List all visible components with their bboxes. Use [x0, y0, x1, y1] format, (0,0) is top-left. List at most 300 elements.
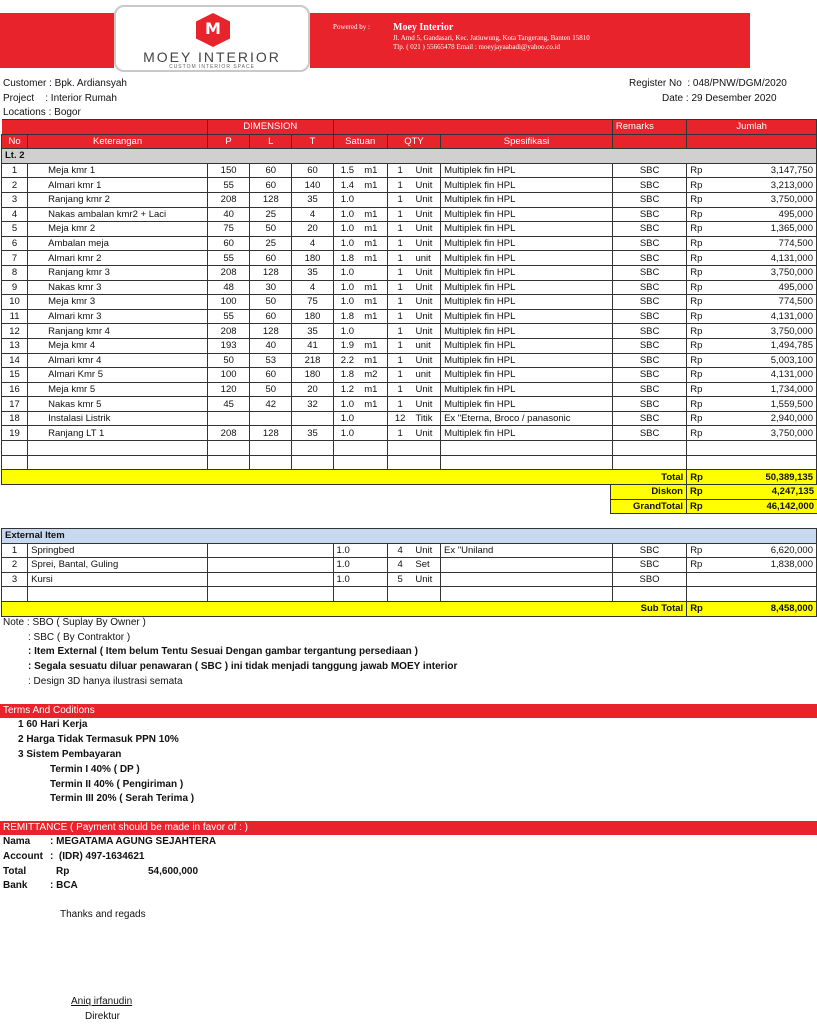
register-number: Register No : 048/PNW/DGM/2020 — [629, 78, 787, 89]
row-satuan: 1.0 — [333, 572, 387, 587]
row-remarks: SBC — [612, 222, 686, 237]
row-jumlah: 2,940,000 — [719, 411, 817, 426]
grandtotal-row — [611, 499, 817, 514]
row-satuan-unit: m1 — [361, 251, 387, 266]
table-row — [2, 236, 817, 251]
row-t: 35 — [292, 192, 333, 207]
row-keterangan: Nakas ambalan kmr2 + Laci — [28, 207, 208, 222]
row-p: 60 — [208, 236, 250, 251]
row-jumlah: 6,620,000 — [719, 543, 817, 558]
row-qty-unit: Unit — [412, 295, 440, 310]
row-remarks: SBC — [612, 163, 686, 178]
row-remarks: SBC — [612, 543, 686, 558]
row-spesifikasi: Multiplek fin HPL — [441, 353, 613, 368]
row-currency: Rp — [687, 236, 719, 251]
row-satuan-unit — [361, 411, 387, 426]
external-row — [2, 572, 817, 587]
customer-label: Customer : Bpk. Ardiansyah — [3, 78, 127, 89]
row-satuan: 1.0 — [333, 236, 361, 251]
row-remarks: SBC — [612, 295, 686, 310]
table-row — [2, 411, 817, 426]
row-qty: 1 — [387, 236, 412, 251]
row-currency: Rp — [687, 382, 719, 397]
row-p: 208 — [208, 265, 250, 280]
row-t: 32 — [292, 397, 333, 412]
row-remarks: SBC — [612, 207, 686, 222]
row-t — [292, 411, 333, 426]
remit-bank-value: : BCA — [50, 880, 78, 891]
row-qty-unit: Unit — [412, 265, 440, 280]
total-label: Total — [2, 470, 687, 485]
row-keterangan: Nakas kmr 3 — [28, 280, 208, 295]
row-dimension — [207, 572, 333, 587]
row-jumlah: 3,750,000 — [719, 192, 817, 207]
row-spesifikasi: Multiplek fin HPL — [441, 222, 613, 237]
row-jumlah: 1,734,000 — [719, 382, 817, 397]
row-currency: Rp — [687, 178, 719, 193]
row-currency: Rp — [687, 265, 719, 280]
table-row — [2, 338, 817, 353]
row-spesifikasi: Multiplek fin HPL — [441, 338, 613, 353]
external-title: External Item — [2, 529, 817, 544]
row-spesifikasi: Multiplek fin HPL — [441, 207, 613, 222]
row-satuan: 1.0 — [333, 558, 387, 573]
row-t: 20 — [292, 382, 333, 397]
row-l: 30 — [250, 280, 292, 295]
signer-role: Direktur — [85, 1011, 121, 1022]
row-keterangan: Meja kmr 2 — [28, 222, 208, 237]
subtotal-currency: Rp — [687, 601, 719, 616]
row-currency: Rp — [687, 558, 719, 573]
grandtotal-currency: Rp — [687, 499, 719, 514]
row-no: 6 — [2, 236, 28, 251]
row-spesifikasi: Multiplek fin HPL — [441, 163, 613, 178]
row-p: 208 — [208, 426, 250, 441]
row-jumlah: 3,750,000 — [719, 324, 817, 339]
terms-header: Terms And Coditions — [0, 704, 817, 718]
remit-account-label: Account — [3, 851, 43, 862]
row-no: 2 — [2, 558, 28, 573]
term-3: 3 Sistem Pembayaran — [18, 749, 122, 760]
table-row — [2, 368, 817, 383]
row-no: 1 — [2, 163, 28, 178]
jumlah-header: Jumlah — [687, 120, 817, 135]
row-l: 60 — [250, 251, 292, 266]
row-no: 2 — [2, 178, 28, 193]
header-bar-left — [0, 13, 114, 68]
row-qty-unit: Unit — [412, 543, 440, 558]
section-row — [2, 149, 817, 164]
row-keterangan: Meja kmr 4 — [28, 338, 208, 353]
row-no: 8 — [2, 265, 28, 280]
satuan-header: Satuan — [333, 134, 387, 149]
row-remarks: SBC — [612, 251, 686, 266]
row-keterangan: Ranjang LT 1 — [28, 426, 208, 441]
row-keterangan: Almari kmr 1 — [28, 178, 208, 193]
total-value: 50,389,135 — [719, 470, 817, 485]
project-label: Project : Interior Rumah — [3, 93, 117, 104]
row-spesifikasi: Multiplek fin HPL — [441, 251, 613, 266]
row-t: 140 — [292, 178, 333, 193]
row-currency — [687, 572, 719, 587]
row-t: 218 — [292, 353, 333, 368]
company-address: Jl. Amd 5, Gandasari, Kec. Jatiuwung, Kota Tangerang, Banten 15810 — [393, 34, 590, 42]
table-row — [2, 397, 817, 412]
note-sbo: Note : SBO ( Suplay By Owner ) — [3, 617, 146, 628]
row-qty: 4 — [387, 543, 412, 558]
row-currency: Rp — [687, 543, 719, 558]
section-label: Lt. 2 — [2, 149, 817, 164]
closing-thanks: Thanks and regads — [60, 909, 146, 920]
row-remarks: SBC — [612, 411, 686, 426]
row-no: 5 — [2, 222, 28, 237]
row-qty: 5 — [387, 572, 412, 587]
row-qty: 1 — [387, 338, 412, 353]
row-qty: 1 — [387, 295, 412, 310]
row-satuan-unit: m1 — [361, 207, 387, 222]
table-row — [2, 324, 817, 339]
row-remarks: SBC — [612, 353, 686, 368]
row-qty-unit: Unit — [412, 324, 440, 339]
row-p: 208 — [208, 324, 250, 339]
row-satuan: 1.0 — [333, 411, 361, 426]
row-keterangan: Meja kmr 5 — [28, 382, 208, 397]
table-row — [2, 382, 817, 397]
row-qty-unit: Unit — [412, 207, 440, 222]
row-p: 45 — [208, 397, 250, 412]
grandtotal-label: GrandTotal — [611, 499, 687, 514]
row-satuan-unit — [361, 426, 387, 441]
row-no: 1 — [2, 543, 28, 558]
row-l: 40 — [250, 338, 292, 353]
note-responsibility: : Segala sesuatu diluar penawaran ( SBC ) ini tidak menjadi tanggung jawab MOEY interior — [28, 661, 458, 672]
row-qty: 1 — [387, 309, 412, 324]
row-l: 60 — [250, 178, 292, 193]
remarks-header: Remarks — [612, 120, 686, 135]
row-l: 50 — [250, 222, 292, 237]
row-satuan: 1.9 — [333, 338, 361, 353]
row-satuan: 1.0 — [333, 397, 361, 412]
row-spesifikasi: Multiplek fin HPL — [441, 309, 613, 324]
row-satuan-unit — [361, 192, 387, 207]
row-satuan-unit: m1 — [361, 163, 387, 178]
total-currency: Rp — [687, 470, 719, 485]
row-qty: 1 — [387, 207, 412, 222]
row-spesifikasi: Multiplek fin HPL — [441, 324, 613, 339]
row-qty: 1 — [387, 426, 412, 441]
row-qty: 4 — [387, 558, 412, 573]
company-contact: Tlp. ( 021 ) 55665478 Email : moeyjayaabadi@yahoo.co.id — [393, 43, 561, 51]
row-p: 55 — [208, 178, 250, 193]
row-keterangan: Ranjang kmr 2 — [28, 192, 208, 207]
row-remarks: SBC — [612, 324, 686, 339]
row-jumlah: 495,000 — [719, 207, 817, 222]
table-row — [2, 309, 817, 324]
row-keterangan: Almari kmr 3 — [28, 309, 208, 324]
powered-by: Powered by : — [333, 23, 370, 31]
note-sbc: : SBC ( By Contraktor ) — [28, 632, 131, 643]
subtotal-value: 8,458,000 — [719, 601, 817, 616]
p-header: P — [208, 134, 250, 149]
row-jumlah: 3,213,000 — [719, 178, 817, 193]
row-dimension — [207, 543, 333, 558]
row-jumlah: 1,559,500 — [719, 397, 817, 412]
row-qty: 1 — [387, 192, 412, 207]
row-t: 4 — [292, 280, 333, 295]
row-p: 55 — [208, 309, 250, 324]
row-p: 100 — [208, 295, 250, 310]
row-no: 18 — [2, 411, 28, 426]
remittance-header: REMITTANCE ( Payment should be made in favor of : ) — [0, 821, 817, 835]
row-p: 193 — [208, 338, 250, 353]
row-jumlah: 774,500 — [719, 236, 817, 251]
remit-account-value: : (IDR) 497-1634621 — [50, 851, 145, 862]
term-2: 2 Harga Tidak Termasuk PPN 10% — [18, 734, 179, 745]
discount-summary — [610, 484, 817, 514]
row-remarks: SBC — [612, 280, 686, 295]
row-p: 50 — [208, 353, 250, 368]
row-qty-unit: Unit — [412, 236, 440, 251]
row-spesifikasi: Multiplek fin HPL — [441, 265, 613, 280]
row-p: 75 — [208, 222, 250, 237]
row-qty: 1 — [387, 265, 412, 280]
row-qty: 1 — [387, 178, 412, 193]
row-l: 128 — [250, 265, 292, 280]
row-currency: Rp — [687, 222, 719, 237]
logo-tagline: CUSTOM INTERIOR SPACE — [169, 64, 255, 70]
logo-name: MOEY INTERIOR — [143, 49, 281, 65]
row-qty-unit: Unit — [412, 353, 440, 368]
row-satuan: 1.0 — [333, 543, 387, 558]
row-t: 41 — [292, 338, 333, 353]
row-qty-unit: Unit — [412, 192, 440, 207]
empty-row — [2, 441, 817, 456]
row-t: 60 — [292, 163, 333, 178]
table-row — [2, 353, 817, 368]
row-qty: 1 — [387, 397, 412, 412]
table-row — [2, 192, 817, 207]
row-qty-unit: unit — [412, 368, 440, 383]
external-row — [2, 543, 817, 558]
grandtotal-value: 46,142,000 — [719, 499, 817, 514]
row-t: 20 — [292, 222, 333, 237]
row-no: 13 — [2, 338, 28, 353]
subtotal-label: Sub Total — [2, 601, 687, 616]
row-qty-unit: Unit — [412, 382, 440, 397]
row-satuan: 1.0 — [333, 426, 361, 441]
row-t: 35 — [292, 324, 333, 339]
row-jumlah: 4,131,000 — [719, 368, 817, 383]
row-no: 19 — [2, 426, 28, 441]
row-p: 208 — [208, 192, 250, 207]
row-qty-unit: Unit — [412, 178, 440, 193]
row-qty: 1 — [387, 222, 412, 237]
row-remarks: SBC — [612, 558, 686, 573]
row-currency: Rp — [687, 192, 719, 207]
row-jumlah: 774,500 — [719, 295, 817, 310]
row-satuan: 1.2 — [333, 382, 361, 397]
company-name: Moey Interior — [393, 22, 454, 33]
row-keterangan: Meja kmr 3 — [28, 295, 208, 310]
external-row — [2, 558, 817, 573]
table-row — [2, 426, 817, 441]
row-spesifikasi: Multiplek fin HPL — [441, 236, 613, 251]
row-p: 100 — [208, 368, 250, 383]
row-l: 60 — [250, 368, 292, 383]
row-satuan: 1.0 — [333, 207, 361, 222]
row-remarks: SBC — [612, 338, 686, 353]
note-external: : Item External ( Item belum Tentu Sesuai Dengan gambar tergantung persediaan ) — [28, 646, 418, 657]
row-l — [250, 411, 292, 426]
note-design: : Design 3D hanya ilustrasi semata — [28, 676, 183, 687]
row-satuan: 1.0 — [333, 222, 361, 237]
row-satuan: 1.8 — [333, 368, 361, 383]
row-qty: 12 — [387, 411, 412, 426]
dimension-header: DIMENSION — [208, 120, 334, 135]
row-satuan: 1.5 — [333, 163, 361, 178]
external-item-table — [1, 528, 817, 617]
row-keterangan: Almari Kmr 5 — [28, 368, 208, 383]
empty-row — [2, 455, 817, 470]
table-row — [2, 178, 817, 193]
row-no: 9 — [2, 280, 28, 295]
row-t: 75 — [292, 295, 333, 310]
row-keterangan: Kursi — [28, 572, 208, 587]
diskon-row — [611, 485, 817, 500]
row-qty: 1 — [387, 251, 412, 266]
total-row — [2, 470, 817, 485]
row-satuan: 1.0 — [333, 192, 361, 207]
row-no: 16 — [2, 382, 28, 397]
row-jumlah: 495,000 — [719, 280, 817, 295]
table-row — [2, 207, 817, 222]
row-currency: Rp — [687, 426, 719, 441]
row-l: 25 — [250, 236, 292, 251]
row-jumlah: 1,494,785 — [719, 338, 817, 353]
row-satuan-unit: m1 — [361, 353, 387, 368]
row-t: 180 — [292, 368, 333, 383]
row-remarks: SBC — [612, 426, 686, 441]
row-currency: Rp — [687, 163, 719, 178]
row-qty: 1 — [387, 280, 412, 295]
row-remarks: SBC — [612, 397, 686, 412]
row-spesifikasi: Multiplek fin HPL — [441, 192, 613, 207]
row-jumlah: 3,147,750 — [719, 163, 817, 178]
row-l: 128 — [250, 426, 292, 441]
row-qty-unit: Unit — [412, 309, 440, 324]
row-spesifikasi: Multiplek fin HPL — [441, 397, 613, 412]
row-keterangan: Ranjang kmr 3 — [28, 265, 208, 280]
row-qty-unit: Unit — [412, 426, 440, 441]
row-no: 17 — [2, 397, 28, 412]
row-remarks: SBC — [612, 178, 686, 193]
document-date: Date : 29 Desember 2020 — [662, 93, 777, 104]
row-jumlah: 1,365,000 — [719, 222, 817, 237]
row-satuan: 1.4 — [333, 178, 361, 193]
row-jumlah: 3,750,000 — [719, 426, 817, 441]
location-label: Locations : Bogor — [3, 107, 81, 118]
table-row — [2, 265, 817, 280]
row-spesifikasi: Ex "Eterna, Broco / panasonic — [441, 411, 613, 426]
term-1: 1 60 Hari Kerja — [18, 719, 88, 730]
row-l: 53 — [250, 353, 292, 368]
spesifikasi-header: Spesifikasi — [441, 134, 613, 149]
row-satuan-unit — [361, 265, 387, 280]
row-qty-unit: Unit — [412, 163, 440, 178]
row-qty-unit: Unit — [412, 397, 440, 412]
row-t: 4 — [292, 236, 333, 251]
row-qty-unit: Titik — [412, 411, 440, 426]
table-header-row-1 — [2, 120, 817, 135]
row-no: 3 — [2, 572, 28, 587]
row-qty: 1 — [387, 353, 412, 368]
row-remarks: SBC — [612, 309, 686, 324]
row-qty-unit: Unit — [412, 222, 440, 237]
row-keterangan: Almari kmr 2 — [28, 251, 208, 266]
row-satuan: 2.2 — [333, 353, 361, 368]
row-satuan-unit: m2 — [361, 368, 387, 383]
row-l: 25 — [250, 207, 292, 222]
remit-total-value: 54,600,000 — [148, 866, 199, 877]
remit-bank-label: Bank — [3, 880, 28, 891]
row-qty-unit: Unit — [412, 280, 440, 295]
row-t: 35 — [292, 426, 333, 441]
row-satuan: 1.8 — [333, 251, 361, 266]
row-spesifikasi: Ex "Uniland — [441, 543, 613, 558]
row-l: 60 — [250, 309, 292, 324]
row-spesifikasi: Multiplek fin HPL — [441, 368, 613, 383]
row-currency: Rp — [687, 338, 719, 353]
signer-name: Aniq irfanudin — [71, 996, 133, 1007]
row-keterangan: Almari kmr 4 — [28, 353, 208, 368]
diskon-value: 4,247,135 — [719, 485, 817, 500]
row-satuan: 1.8 — [333, 309, 361, 324]
company-logo: M MOEY INTERIOR CUSTOM INTERIOR SPACE — [114, 5, 310, 72]
row-p: 48 — [208, 280, 250, 295]
row-currency: Rp — [687, 411, 719, 426]
row-p: 150 — [208, 163, 250, 178]
termin-1: Termin I 40% ( DP ) — [50, 764, 140, 775]
row-satuan-unit: m1 — [361, 222, 387, 237]
row-remarks: SBO — [612, 572, 686, 587]
row-jumlah: 1,838,000 — [719, 558, 817, 573]
keterangan-header: Keterangan — [28, 134, 208, 149]
row-spesifikasi: Multiplek fin HPL — [441, 280, 613, 295]
row-spesifikasi: Multiplek fin HPL — [441, 426, 613, 441]
row-keterangan: Sprei, Bantal, Guling — [28, 558, 208, 573]
l-header: L — [250, 134, 292, 149]
table-row — [2, 222, 817, 237]
quotation-table — [1, 119, 817, 485]
row-satuan-unit: m1 — [361, 382, 387, 397]
row-satuan: 1.0 — [333, 280, 361, 295]
diskon-currency: Rp — [687, 485, 719, 500]
row-jumlah — [719, 572, 817, 587]
row-qty: 1 — [387, 382, 412, 397]
row-currency: Rp — [687, 251, 719, 266]
remit-total-label: Total — [3, 866, 27, 877]
remit-name-label: Nama — [3, 836, 31, 847]
row-qty-unit: Unit — [412, 572, 440, 587]
row-jumlah: 4,131,000 — [719, 251, 817, 266]
subtotal-row — [2, 601, 817, 616]
row-currency: Rp — [687, 295, 719, 310]
row-t: 35 — [292, 265, 333, 280]
row-satuan: 1.0 — [333, 295, 361, 310]
t-header: T — [292, 134, 333, 149]
remit-name-value: : MEGATAMA AGUNG SEJAHTERA — [50, 836, 217, 847]
row-currency: Rp — [687, 368, 719, 383]
